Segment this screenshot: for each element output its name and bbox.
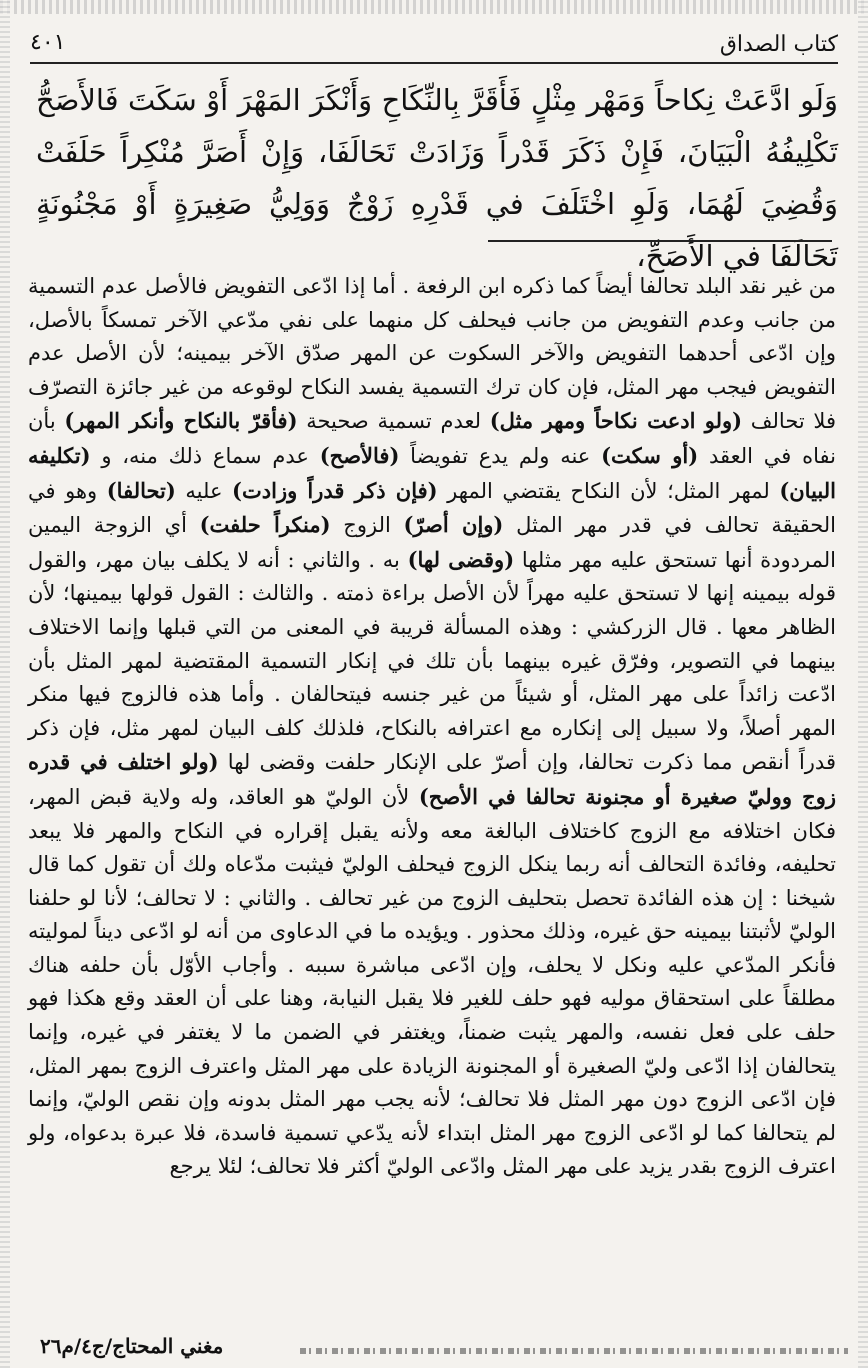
quoted-matn: (وإن أصرّ) xyxy=(403,512,504,538)
quoted-matn: (تحالفا) xyxy=(106,477,176,503)
quoted-matn: (فالأصح) xyxy=(319,442,400,468)
commentary-run: به . والثاني : أنه لا يكلف بيان مهر، والقول قوله بيمينه إنها لا تستحق عليه مهراً لأن الأصل براءة ذمته . والثالث : القول قولها بيمينها؛ لأن الظاهر معها . قال الزركشي : وهذه المسألة قريبة في المعنى من التي قبلها وإنما الاختلاف بينهما في التصوير، وفرّق غيره بينهما بأن تلك في إنكار التسمية المقتضية لمهر المثل بأن ادّعت زائداً على مهر المثل، أو شيئاً من غير جنسه فيتحالفان . وأما هذه فالزوج فيها منكر المهر أصلاً، ولا سبيل إلى إنكاره مع اعترافه بالنكاح، فلذلك كلف البيان لمهر مثل، فإن ذكر قدراً أنقص مما ذكرت تحالفا، وإن أصرّ على الإنكار حلفت وقضى لها xyxy=(28,547,836,775)
quoted-matn: (ولو اختلف في قدره زوج ووليّ صغيرة أو مجنونة تحالفا في الأصح) xyxy=(28,749,836,809)
matn-text-block xyxy=(36,74,838,282)
commentary-run: عنه ولم يدع تفويضاً xyxy=(399,443,602,468)
quoted-matn: (أو سكت) xyxy=(601,442,699,468)
commentary-run: وهو في الحقيقة تحالف في قدر مهر المثل xyxy=(28,478,836,538)
commentary-run: أي الزوجة اليمين المردودة أنها تستحق عليه مهر مثلها xyxy=(28,513,836,572)
quoted-matn: (فإن ذكر قدراً وزادت) xyxy=(232,477,438,503)
chapter-title: كتاب الصداق xyxy=(719,32,838,57)
commentary-run: لعدم تسمية صحيحة xyxy=(297,409,490,434)
footer-ornament xyxy=(300,1348,848,1354)
commentary-run: عدم سماع ذلك منه، و xyxy=(90,443,320,468)
commentary-text-block xyxy=(28,270,836,1184)
header-rule xyxy=(30,62,838,64)
signature-mark: مغني المحتاج/ج٤/م٢٦ xyxy=(40,1334,224,1358)
matn-separator-rule xyxy=(488,240,832,242)
quoted-matn: (فأقرّ بالنكاح وأنكر المهر) xyxy=(64,408,298,434)
commentary-paragraph xyxy=(28,270,836,1184)
quoted-matn: (ولو ادعت نكاحاً ومهر مثل) xyxy=(489,408,743,434)
commentary-run: من غير نقد البلد تحالفا أيضاً كما ذكره ابن الرفعة . أما إذا ادّعى التفويض فالأصل عدم التسمية من جانب وعدم التفويض من جانب فيحلف كل منهما على نفي مدّعي الآخر تمسكاً بالأصل، وإن ادّعى أحدهما التفويض والآخر السكوت عن المهر صدّق الآخر بيمينه؛ لأن الأصل عدم التفويض فيجب مهر المثل، فإن كان ترك التسمية يفسد النكاح لوقوعه من غير جائزة التصرّف فلا تحالف xyxy=(28,274,836,434)
quoted-matn: (وقضى لها) xyxy=(407,546,515,572)
commentary-run: لأن الوليّ هو العاقد، وله ولاية قبض المهر، فكان اختلافه مع الزوج كاختلاف البالغة معه ولأنه يقبل إقراره في النكاح والمهر فلا يبعد تحليفه، وفائدة التحالف أنه ربما ينكل الزوج فيحلف الوليّ فيثبت مدّعاه ولك أن تقول كما قال شيخنا : إن هذه الفائدة تحصل بتحليف الزوج من غير تحالف . والثاني : لا تحالف؛ لأنا لو حلفنا الوليّ لأثبتنا بيمينه حق غيره، وذلك محذور . ويؤيده ما في الدعاوى من أنه لو ادّعى ديناً لموليته فأنكر المدّعي عليه ونكل لا يحلف، وإن ادّعى مباشرة سببه . وأجاب الأوّل بأن حلفه هناك مطلقاً على استحقاق موليه فهو حلف للغير فلا يقبل النيابة، وهنا على أن العقد وقع هكذا فهو حلف على فعل نفسه، والمهر يثبت ضمناً، ويغتفر في الضمن ما لا يغتفر في غيره، وإنما يتحالفان إذا ادّعى وليّ الصغيرة أو المجنونة الزيادة على مهر المثل واعترف الزوج بمهر المثل، فإن ادّعى الزوج دون مهر المثل فلا تحالف؛ لأنه يجب مهر المثل بدونه وإن نقص الوليّ، وإنما لم يتحالفا كما لو ادّعى الزوج مهر المثل ابتداء لأنه يدّعي تسمية فاسدة، فلا عبرة بدعواه، ولو اعترف الزوج بقدر يزيد على مهر المثل وادّعى الوليّ أكثر فلا تحالف؛ لئلا يرجع xyxy=(28,784,836,1179)
commentary-run: لمهر المثل؛ لأن النكاح يقتضي المهر xyxy=(437,478,780,503)
page-number: ٤٠١ xyxy=(30,30,66,55)
page-footer xyxy=(0,1328,868,1368)
scan-border-top xyxy=(0,0,868,14)
quoted-matn: (تكليفه البيان) xyxy=(28,442,836,503)
matn-paragraph: وَلَو ادَّعَتْ نِكاحاً وَمَهْر مِثْلٍ فَأَقَرَّ بِالنِّكَاحِ وَأَنْكَرَ المَهْرَ أَوْ سَكَتَ فَالأَصَحُّ تَكْلِيفُهُ الْبَيَانَ، فَإِنْ ذَكَرَ قَدْراً وَزَادَتْ تَحَالَفَا، وَإِنْ أَصَرَّ مُنْكِراً حَلَفَتْ وَقُضِيَ لَهُمَا، وَلَوِ اخْتَلَفَ في قَدْرِهِ زَوْجٌ وَوَلِيُّ صَغِيرَةٍ أَوْ مَجْنُونَةٍ تَحَالَفَا في الأَصَحِّ، xyxy=(36,83,839,273)
commentary-run: عليه xyxy=(175,478,233,503)
commentary-run: الزوج xyxy=(330,513,404,538)
scan-border-right xyxy=(858,0,868,1368)
commentary-run: بأن نفاه في العقد xyxy=(28,409,836,468)
scan-border-left xyxy=(0,0,10,1368)
running-header xyxy=(30,28,838,64)
quoted-matn: (منكراً حلفت) xyxy=(199,512,331,538)
